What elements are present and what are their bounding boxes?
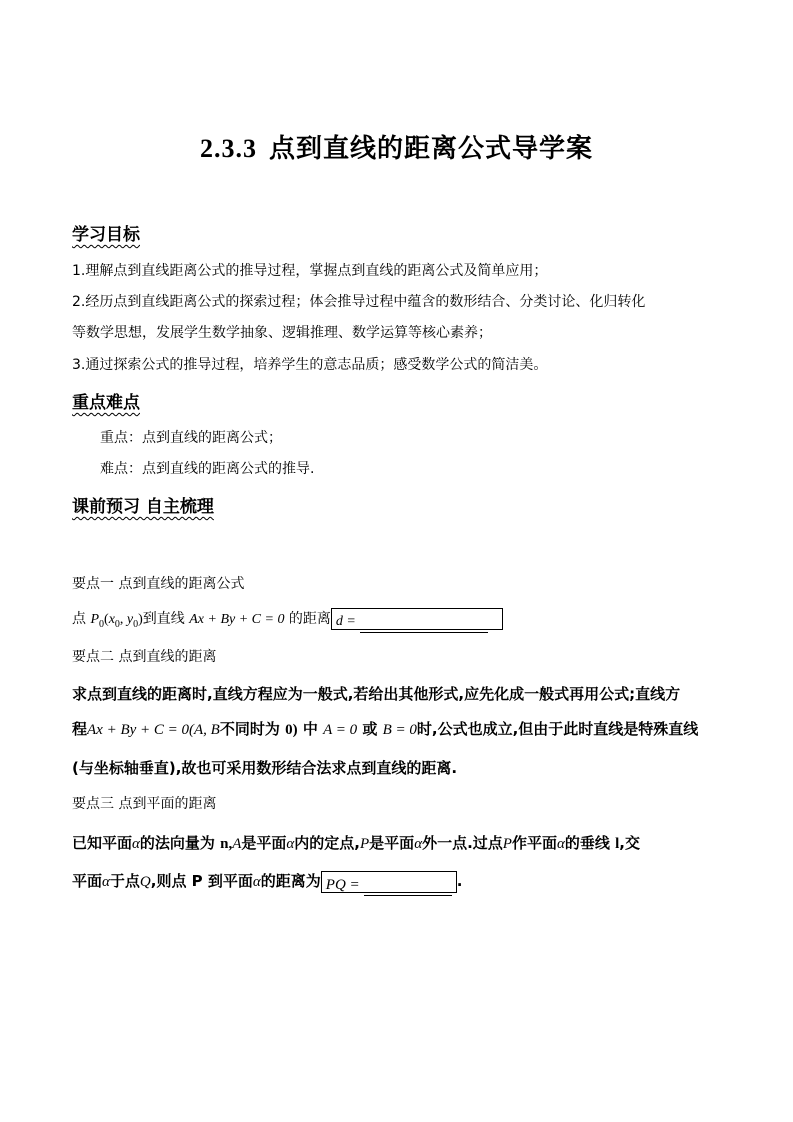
difficulty-line: 难点：点到直线的距离公式的推导. <box>100 461 315 477</box>
point2-l2-c: 中 <box>302 720 318 738</box>
alpha-symbol: α <box>102 874 110 890</box>
preview-heading: 课前预习 自主梳理 <box>72 497 214 517</box>
alpha-symbol: α <box>286 836 295 852</box>
point1-formula-line <box>72 608 503 630</box>
point3-l1-sep: , <box>228 836 233 852</box>
point3-l1-g: 作平面 <box>511 834 557 852</box>
point3-l2-c: ,则点 P 到平面 <box>150 872 253 890</box>
objective-line-3: 等数学思想，发展学生数学抽象、逻辑推理、数学运算等核心素养； <box>72 325 492 341</box>
point-q-symbol: Q <box>139 874 151 890</box>
title-number: 2.3.3 <box>199 134 257 163</box>
distance-answer-box[interactable] <box>331 608 503 630</box>
point1-x-sub: 0 <box>114 618 120 630</box>
alpha-symbol: α <box>132 836 140 852</box>
point3-line-1 <box>72 832 640 853</box>
point2-l2-eq: Ax + By + C = 0(A, B <box>87 722 220 738</box>
point3-l1-i: ,交 <box>619 834 640 852</box>
objective-line-4: 3.通过探索公式的推导过程，培养学生的意志品质；感受数学公式的简洁美。 <box>72 357 548 373</box>
point1-y-sub: 0 <box>133 618 139 630</box>
point1-point-sub: 0 <box>99 618 105 630</box>
point2-line-2 <box>72 718 698 739</box>
point1-equation: Ax + By + C = 0 <box>189 612 285 627</box>
point3-l1-c: 是平面 <box>241 834 287 852</box>
alpha-symbol: α <box>556 836 565 852</box>
title-text: 点到直线的距离公式导学案 <box>268 134 593 164</box>
distance-box-label: d = <box>335 614 356 629</box>
point3-l1-b: 的法向量为 <box>139 834 215 852</box>
pq-blank[interactable] <box>364 881 452 896</box>
objective-line-2: 2.经历点到直线距离公式的探索过程；体会推导过程中蕴含的数形结合、分类讨论、化归转化 <box>72 294 646 310</box>
point2-l2-a: 程 <box>72 720 88 738</box>
point-a-symbol: A <box>232 836 242 852</box>
point2-l2-b0: B = 0 <box>382 722 417 738</box>
point1-after: 的距离 <box>288 611 331 627</box>
point1-x: x <box>108 612 115 627</box>
point2-l2-b: 不同时为 <box>219 720 280 738</box>
distance-blank[interactable] <box>360 618 488 633</box>
point1-point: P <box>90 612 100 627</box>
point3-l2-d: 的距离为 <box>260 872 321 890</box>
point2-l2-zero: 0) <box>285 722 298 738</box>
keypoints-heading: 重点难点 <box>72 393 140 413</box>
point1-coords-open: ( <box>104 612 109 627</box>
point1-coords-close: ) <box>138 612 143 627</box>
point3-l2-a: 平面 <box>72 872 103 890</box>
point1-mid: 到直线 <box>142 611 185 627</box>
point-p-symbol: P <box>360 836 370 852</box>
point1-prefix: 点 <box>72 611 86 627</box>
point3-line-2 <box>72 870 462 893</box>
alpha-symbol: α <box>252 874 261 890</box>
perpendicular-line-symbol: l <box>615 836 620 852</box>
page-title <box>0 128 793 165</box>
point2-l2-a0: A = 0 <box>323 722 358 738</box>
point2-label: 要点二 点到直线的距离 <box>72 649 217 665</box>
point2-l2-d: 时,公式也成立,但由于此时直线是特殊直线 <box>416 720 699 738</box>
point3-end: . <box>456 872 463 890</box>
point3-l1-a: 已知平面 <box>72 834 133 852</box>
pq-answer-box[interactable] <box>321 871 457 893</box>
point-p-symbol: P <box>502 836 512 852</box>
point2-line-3: (与坐标轴垂直),故也可采用数形结合法求点到直线的距离. <box>72 759 458 777</box>
point3-l1-h: 的垂线 <box>564 834 610 852</box>
point3-label: 要点三 点到平面的距离 <box>72 796 217 812</box>
normal-vector-symbol: n <box>220 836 229 852</box>
point2-line-1: 求点到直线的距离时,直线方程应为一般式,若给出其他形式,应先化成一般式再用公式;直线方 <box>72 685 681 703</box>
objective-line-1: 1.理解点到直线距离公式的推导过程，掌握点到直线的距离公式及简单应用； <box>72 263 548 279</box>
objectives-heading: 学习目标 <box>72 225 140 245</box>
point2-l2-or: 或 <box>362 720 378 738</box>
pq-box-label: PQ = <box>325 876 360 893</box>
point3-l1-f: 外一点.过点 <box>422 834 503 852</box>
point3-l1-d: 内的定点, <box>294 834 360 852</box>
alpha-symbol: α <box>414 836 423 852</box>
focus-line: 重点：点到直线的距离公式； <box>100 430 282 446</box>
point3-l2-b: 于点 <box>109 872 140 890</box>
point1-comma: , <box>119 612 127 627</box>
point1-label: 要点一 点到直线的距离公式 <box>72 576 245 592</box>
point1-y: y <box>126 612 134 627</box>
point3-l1-e: 是平面 <box>369 834 415 852</box>
